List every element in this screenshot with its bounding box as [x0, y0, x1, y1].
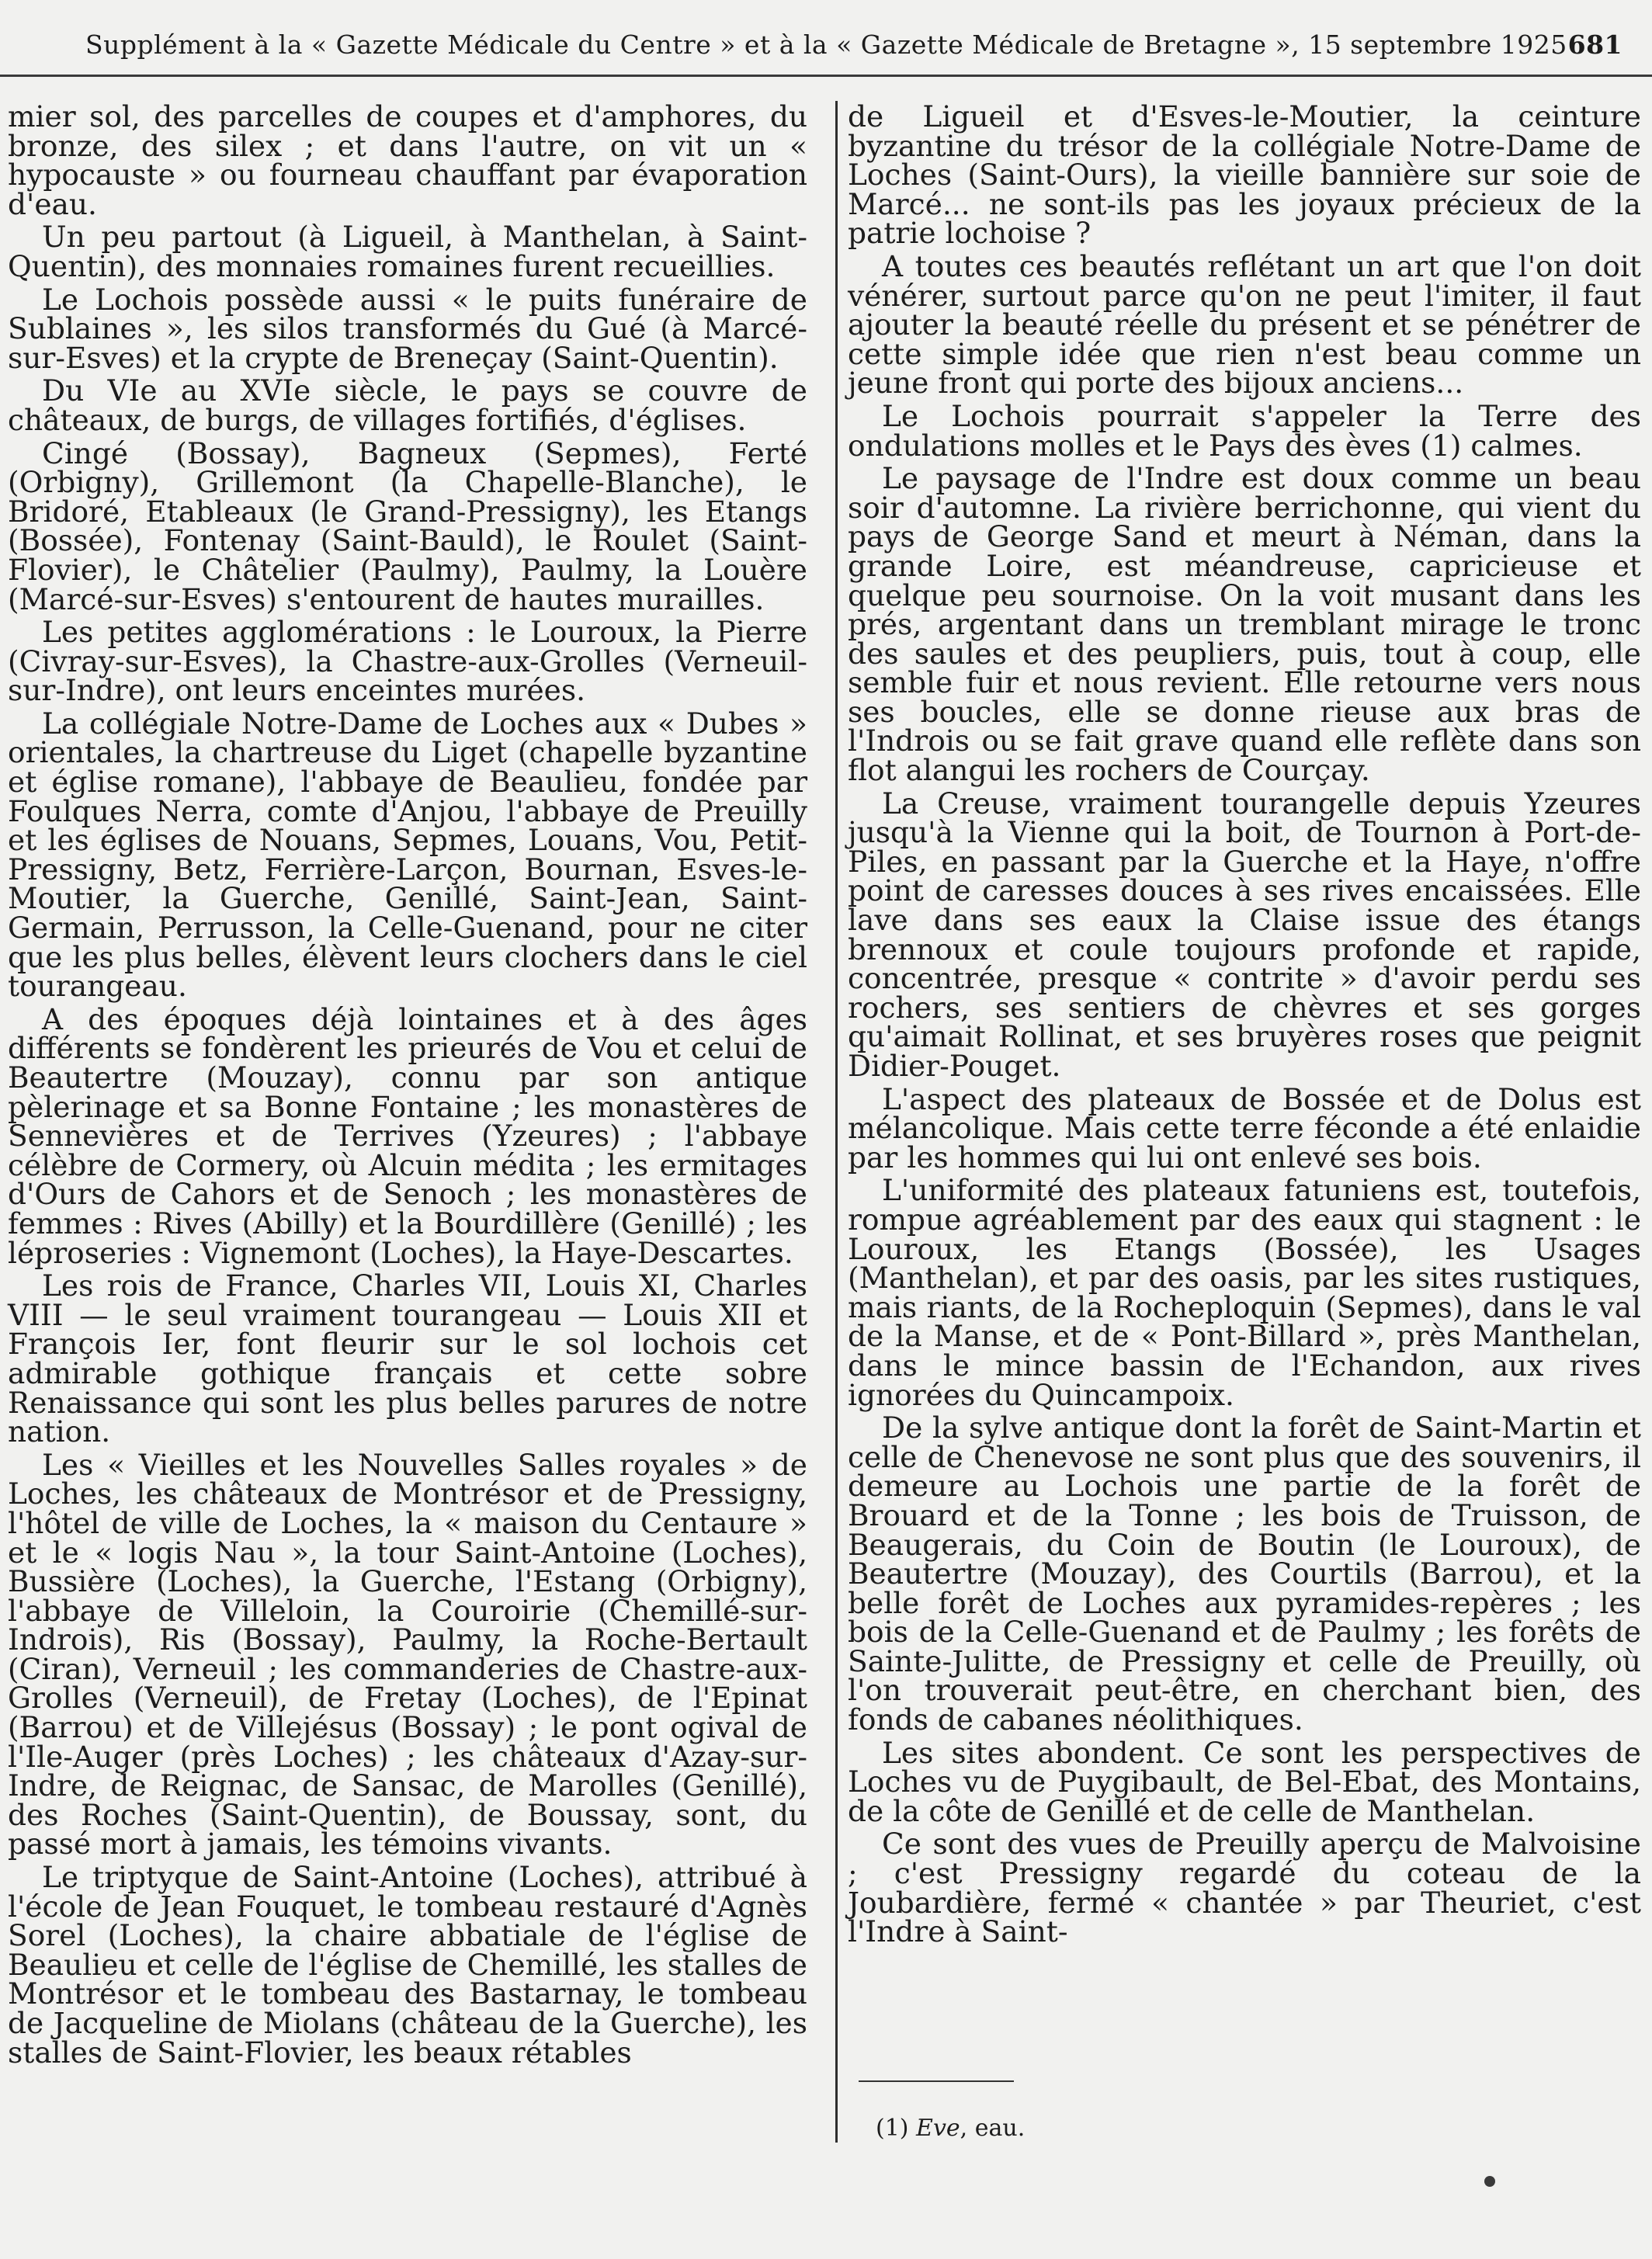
paragraph: Du VIe au XVIe siècle, le pays se couvre de châteaux, de burgs, de villages fortifiés, d'églises.	[8, 373, 807, 437]
footnote-marker: (1)	[876, 2115, 909, 2142]
paragraph: Le Lochois possède aussi « le puits funéraire de Sublaines », les silos transformés du Gué (à Marcé-sur-Esves) et la crypte de Breneçay (Saint-Quentin).	[8, 282, 807, 375]
paragraph: mier sol, des parcelles de coupes et d'amphores, du bronze, des silex ; et dans l'autre, on vit un « hypocauste » ou fourneau chauffant par évaporation d'eau.	[8, 99, 807, 221]
paragraph: La collégiale Notre-Dame de Loches aux « Dubes » orientales, la chartreuse du Liget (chapelle byzantine et église romane), l'abbaye de Beaulieu, fondée par Foulques Nerra, comte d'Anjou, l'abbaye de Preuilly et les églises de Nouans, Sepmes, Louans, Vou, Petit-Pressigny, Betz, Ferrière-Larçon, Bournan, Esves-le-Moutier, la Guerche, Genillé, Saint-Jean, Saint-Germain, Perrusson, la Celle-Guenand, pour ne citer que les plus belles, élèvent leurs clochers dans le ciel tourangeau.	[8, 706, 807, 1004]
page-header	[85, 29, 1622, 68]
paragraph: de Ligueil et d'Esves-le-Moutier, la ceinture byzantine du trésor de la collégiale Notre-Dame de Loches (Saint-Ours), la vieille bannière sur soie de Marcé... ne sont-ils pas les joyaux précieux de la patrie lochoise ?	[848, 99, 1641, 251]
paragraph: L'uniformité des plateaux fatuniens est, toutefois, rompue agréablement par des eaux qui stagnent : le Louroux, les Etangs (Bossée), les Usages (Manthelan), et par des oasis, par les sites rustiques, mais riants, de la Rocheploquin (Sepmes), dans le val de la Manse, et de « Pont-Billard », près Manthelan, dans le mince bassin de l'Echandon, aux rives ignorées du Quincampoix.	[848, 1173, 1641, 1412]
paragraph: Le triptyque de Saint-Antoine (Loches), attribué à l'école de Jean Fouquet, le tombeau restauré d'Agnès Sorel (Loches), la chaire abbatiale de l'église de Beaulieu et celle de l'église de Chemillé, les stalles de Montrésor et le tombeau des Bastarnay, le tombeau de Jacqueline de Miolans (château de la Guerche), les stalles de Saint-Flovier, les beaux rétables	[8, 1860, 807, 2070]
header-rule	[0, 75, 1652, 77]
paragraph: A des époques déjà lointaines et à des âges différents se fondèrent les prieurés de Vou et celui de Beautertre (Mouzay), connu par son antique pèlerinage et sa Bonne Fontaine ; les monastères de Sennevières et de Terrives (Yzeures) ; l'abbaye célèbre de Cormery, où Alcuin médita ; les ermitages d'Ours de Cahors et de Senoch ; les monastères de femmes : Rives (Abilly) et la Bourdillère (Genillé) ; les léproseries : Vignemont (Loches), la Haye-Descartes.	[8, 1001, 807, 1270]
header-title: Supplément à la « Gazette Médicale du Centre » et à la « Gazette Médicale de Bretagne », 15 septembre 1925	[85, 29, 1567, 60]
column-divider	[835, 101, 838, 2143]
paragraph: A toutes ces beautés reflétant un art que l'on doit vénérer, surtout parce qu'on ne peut l'imiter, il faut ajouter la beauté réelle du présent et se pénétrer de cette simple idée que rien n'est beau comme un jeune front qui porte des bijoux anciens...	[848, 248, 1641, 401]
paragraph: Les rois de France, Charles VII, Louis XI, Charles VIII — le seul vraiment tourangeau — Louis XII et François Ier, font fleurir sur le sol lochois cet admirable gothique français et cette sobre Renaissance qui sont les plus belles parures de notre nation.	[8, 1268, 807, 1449]
paragraph: De la sylve antique dont la forêt de Saint-Martin et celle de Chenevose ne sont plus que des souvenirs, il demeure au Lochois une partie de la forêt de Brouard et de la Tonne ; les bois de Truisson, de Beaugerais, du Coin de Boutin (le Louroux), de Beautertre (Mouzay), des Courtils (Barrou), et la belle forêt de Loches aux pyramides-repères ; les bois de la Celle-Guenand et de Paulmy ; les forêts de Sainte-Julitte, de Pressigny et celle de Preuilly, où l'on trouverait peut-être, en cherchant bien, des fonds de cabanes néolithiques.	[848, 1411, 1641, 1737]
paragraph: Les « Vieilles et les Nouvelles Salles royales » de Loches, les châteaux de Montrésor et de Pressigny, l'hôtel de ville de Loches, la « maison du Centaure » et le « logis Nau », la tour Saint-Antoine (Loches), Bussière (Loches), la Guerche, l'Estang (Orbigny), l'abbaye de Villeloin, la Couroirie (Chemillé-sur-Indrois), Ris (Bossay), Paulmy, la Roche-Bertault (Ciran), Verneuil ; les commanderies de Chastre-aux-Grolles (Verneuil), de Fretay (Loches), de l'Epinat (Barrou) et de Villejésus (Bossay) ; le pont ogival de l'Ile-Auger (près Loches) ; les châteaux d'Azay-sur-Indre, de Reignac, de Sansac, de Marolles (Genillé), des Roches (Saint-Quentin), de Boussay, sont, du passé mort à jamais, les témoins vivants.	[8, 1447, 807, 1862]
left-column	[8, 99, 807, 2071]
paragraph: Un peu partout (à Ligueil, à Manthelan, à Saint-Quentin), des monnaies romaines furent recueillies.	[8, 220, 807, 283]
paragraph: La Creuse, vraiment tourangelle depuis Yzeures jusqu'à la Vienne qui la boit, de Tournon à Port-de-Piles, en passant par la Guerche et la Haye, n'offre point de caresses douces à ses rives encaissées. Elle lave dans ses eaux la Claise issue des étangs brennoux et coule toujours profonde et rapide, concentrée, presque « contrite » d'avoir perdu ses rochers, ses sentiers de chèvres et ses gorges qu'aimait Rollinat, et ses bruyères roses que peignit Didier-Pouget.	[848, 786, 1641, 1083]
paragraph: L'aspect des plateaux de Bossée et de Dolus est mélancolique. Mais cette terre féconde a été enlaidie par les hommes qui lui ont enlevé ses bois.	[848, 1081, 1641, 1175]
ink-spot	[1484, 2176, 1495, 2187]
footnote	[876, 2115, 1025, 2142]
page-number: 681	[1567, 29, 1622, 60]
paragraph: Le Lochois pourrait s'appeler la Terre des ondulations molles et le Pays des èves (1) calmes.	[848, 398, 1641, 463]
paragraph: Les sites abondent. Ce sont les perspectives de Loches vu de Puygibault, de Bel-Ebat, des Montains, de la côte de Genillé et de celle de Manthelan.	[848, 1735, 1641, 1828]
footnote-term: Eve	[916, 2115, 960, 2142]
paragraph: Les petites agglomérations : le Louroux, la Pierre (Civray-sur-Esves), la Chastre-aux-Grolles (Verneuil-sur-Indre), ont leurs enceintes murées.	[8, 615, 807, 708]
right-column	[848, 99, 1641, 1951]
paragraph: Le paysage de l'Indre est doux comme un beau soir d'automne. La rivière berrichonne, qui vient du pays de George Sand et meurt à Néman, dans la grande Loire, est méandreuse, capricieuse et quelque peu sournoise. On la voit musant dans les prés, argentant dans un tremblant mirage le tronc des saules et des peupliers, puis, tout à coup, elle semble fuir et nous revient. Elle retourne vers nous ses boucles, elle se donne rieuse aux bras de l'Indrois ou se fait grave quand elle reflète dans son flot alangui les rochers de Courçay.	[848, 461, 1641, 788]
footnote-rule	[859, 2080, 1014, 2082]
paragraph: Cingé (Bossay), Bagneux (Sepmes), Ferté (Orbigny), Grillemont (la Chapelle-Blanche), le Bridoré, Etableaux (le Grand-Pressigny), les Etangs (Bossée), Fontenay (Saint-Bauld), le Roulet (Saint-Flovier), le Châtelier (Paulmy), Paulmy, la Louère (Marcé-sur-Esves) s'entourent de hautes murailles.	[8, 435, 807, 616]
footnote-text: , eau.	[960, 2115, 1026, 2142]
paragraph: Ce sont des vues de Preuilly aperçu de Malvoisine ; c'est Pressigny regardé du coteau de la Joubardière, fermé « chantée » par Theuriet, c'est l'Indre à Saint-	[848, 1827, 1641, 1949]
